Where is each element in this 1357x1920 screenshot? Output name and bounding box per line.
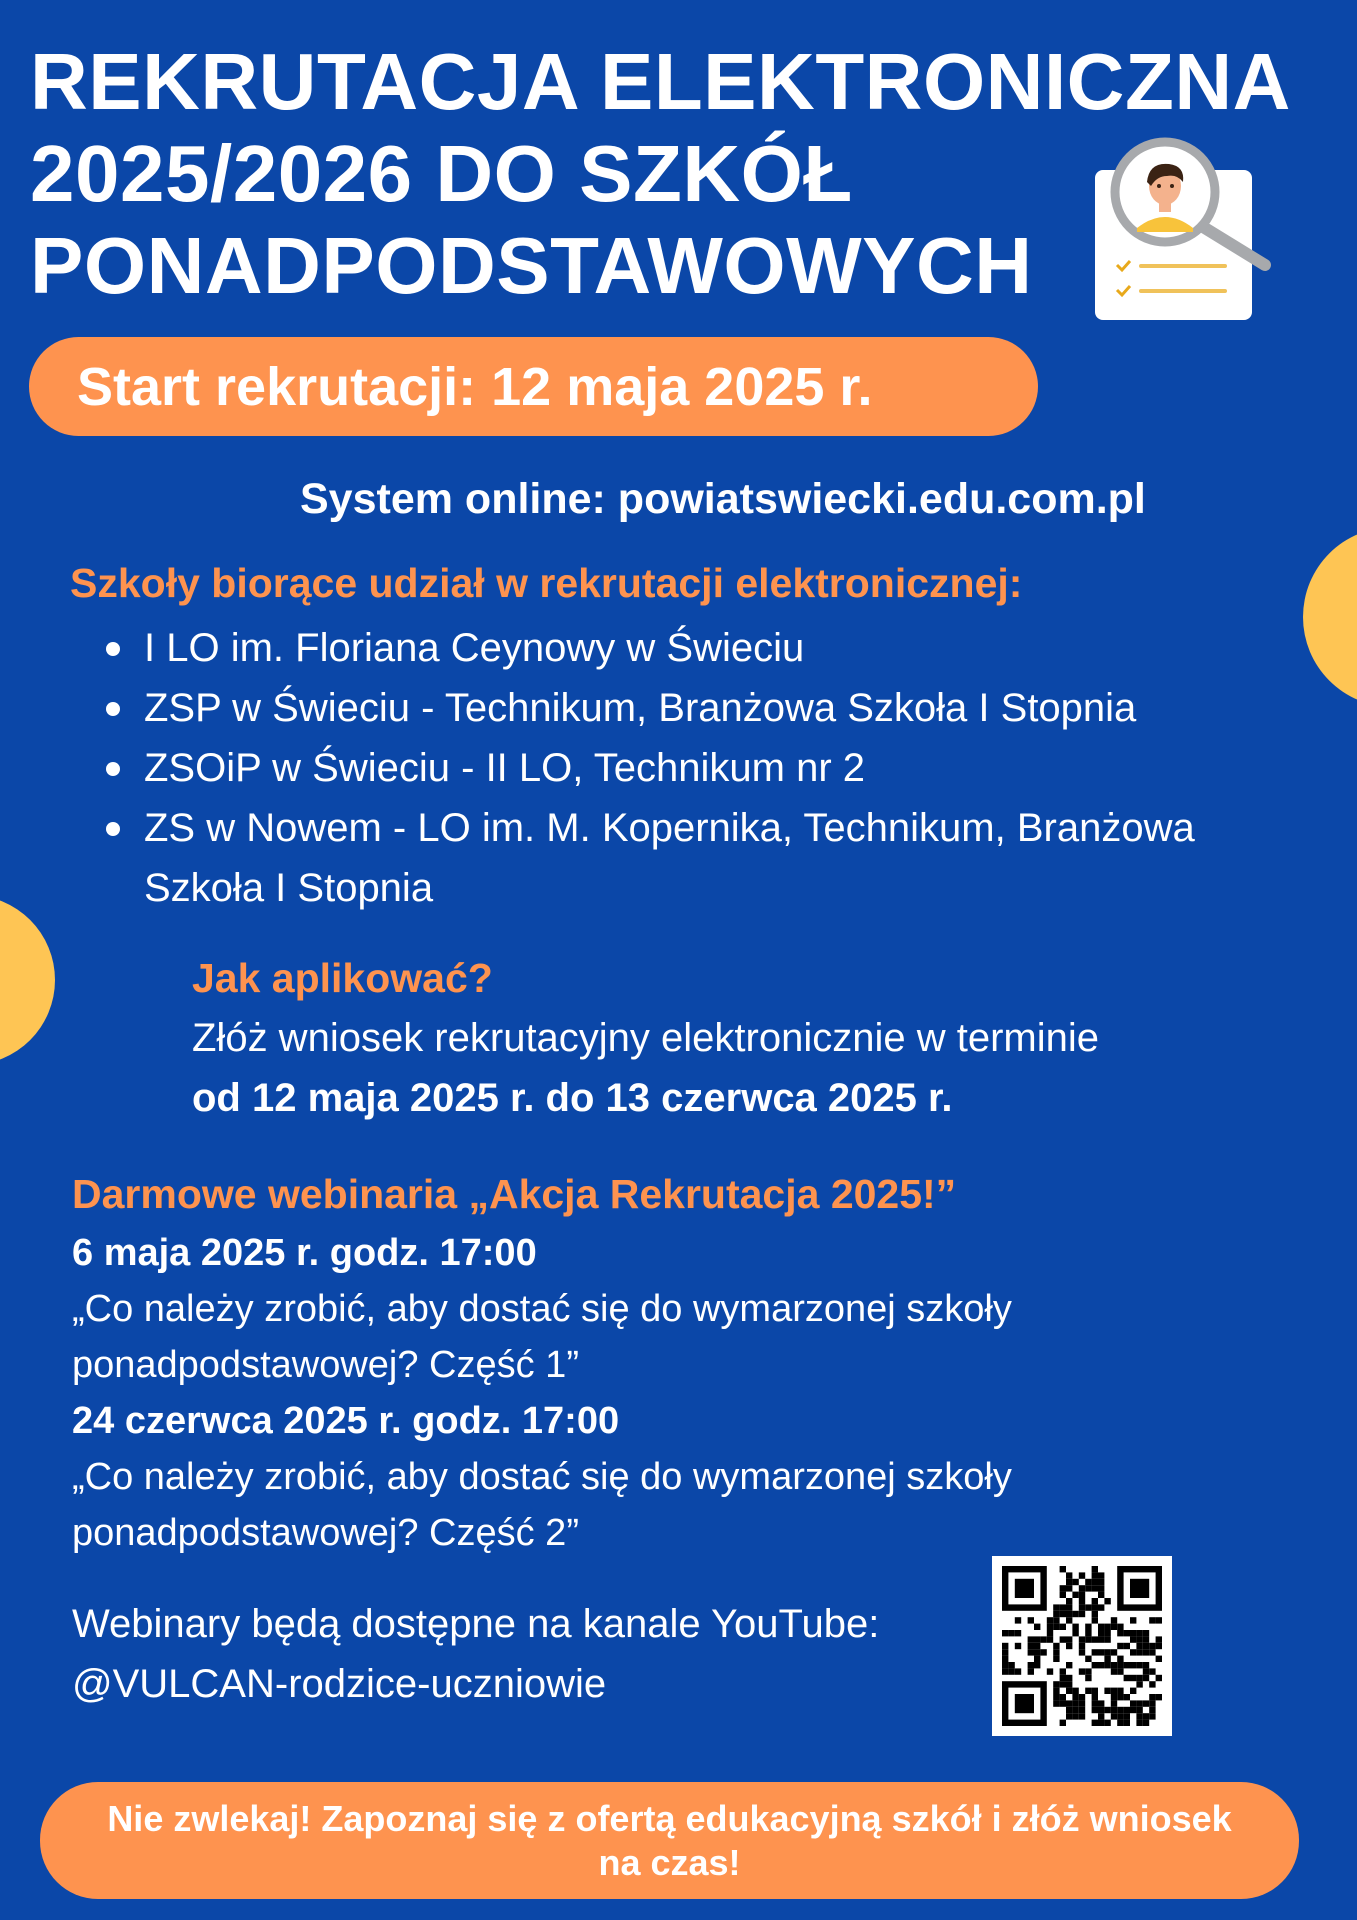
webinar-date: 24 czerwca 2025 r. godz. 17:00 xyxy=(72,1400,620,1442)
start-date-banner xyxy=(29,337,1038,436)
school-item: ZSP w Świeciu - Technikum, Branżowa Szkoła I Stopnia xyxy=(144,678,1314,738)
webinar-description: „Co należy zrobić, aby dostać się do wymarzonej szkoły ponadpodstawowej? Część 2” xyxy=(72,1456,1012,1554)
webinars-section xyxy=(72,1163,1222,1561)
school-item: ZSOiP w Świeciu - II LO, Technikum nr 2 xyxy=(144,738,1314,798)
schools-heading: Szkoły biorące udział w rekrutacji elektronicznej: xyxy=(70,560,1023,606)
youtube-info-text: Webinary będą dostępne na kanale YouTube: xyxy=(72,1602,880,1646)
how-to-apply-section xyxy=(192,948,1312,1128)
title-line-2: 2025/2026 DO SZKÓŁ xyxy=(30,129,853,218)
qr-code-graphic xyxy=(992,1556,1172,1736)
title-line-1: REKRUTACJA ELEKTRONICZNA xyxy=(30,37,1291,126)
page-title xyxy=(30,36,1291,312)
clipboard-search-icon xyxy=(1095,170,1252,320)
call-to-action-text: Nie zwlekaj! Zapoznaj się z ofertą edukacyjną szkół i złóż wniosek na czas! xyxy=(107,1797,1232,1883)
youtube-channel-handle[interactable]: @VULCAN-rodzice-uczniowie xyxy=(72,1662,607,1706)
how-to-apply-heading: Jak aplikować? xyxy=(192,955,493,1001)
webinars-heading: Darmowe webinaria „Akcja Rekrutacja 2025!” xyxy=(72,1171,957,1217)
call-to-action-banner xyxy=(40,1782,1299,1899)
school-item: I LO im. Floriana Ceynowy w Świeciu xyxy=(144,618,1314,678)
how-to-apply-text: Złóż wniosek rekrutacyjny elektronicznie w terminie xyxy=(192,1016,1099,1060)
decor-circle-left xyxy=(0,895,55,1065)
webinar-description: „Co należy zrobić, aby dostać się do wymarzonej szkoły ponadpodstawowej? Część 1” xyxy=(72,1288,1012,1386)
clipboard-search-graphic xyxy=(1095,170,1252,320)
school-item: ZS w Nowem - LO im. M. Kopernika, Technikum, Branżowa Szkoła I Stopnia xyxy=(144,798,1314,918)
qr-code-icon[interactable] xyxy=(992,1556,1172,1736)
schools-list xyxy=(144,618,1314,918)
youtube-info xyxy=(72,1594,879,1714)
application-dates: od 12 maja 2025 r. do 13 czerwca 2025 r. xyxy=(192,1076,953,1120)
webinar-date: 6 maja 2025 r. godz. 17:00 xyxy=(72,1232,537,1274)
start-date-text: Start rekrutacji: 12 maja 2025 r. xyxy=(77,356,873,417)
online-system-link[interactable]: System online: powiatswiecki.edu.com.pl xyxy=(300,475,1146,523)
title-line-3: PONADPODSTAWOWYCH xyxy=(30,221,1033,310)
